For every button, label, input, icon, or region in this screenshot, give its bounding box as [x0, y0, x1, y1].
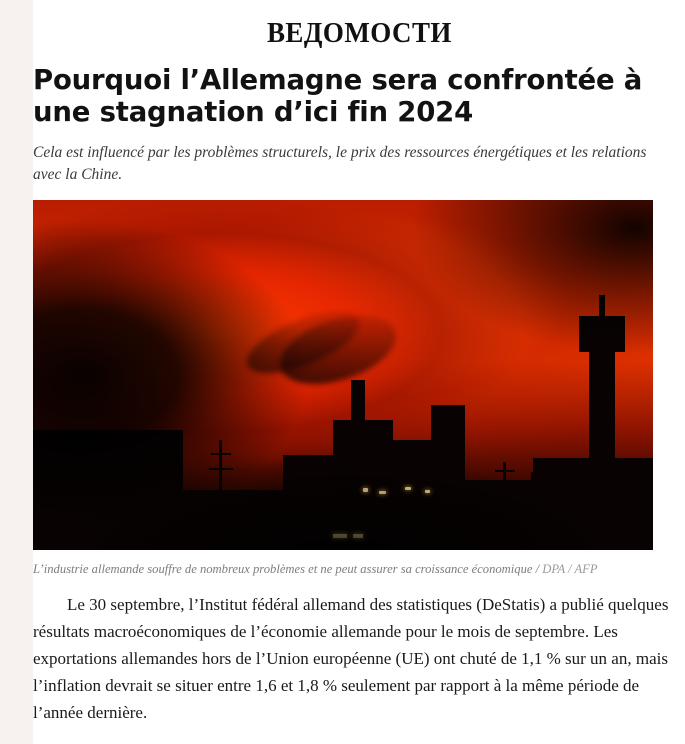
article-subheadline: Cela est influencé par les problèmes structurels, le prix des ressources énergétiques et les relations avec la Chine. — [33, 144, 647, 184]
article-body: Le 30 septembre, l’Institut fédéral allemand des statistiques (DeStatis) a publié quelques résultats macroéconomiques de l’économie allemande pour le mois de septembre. Les exportations allemandes hors de l’Union européenne (UE) ont chuté de 1,1 % sur un an, mais l’inflation devrait se situer entre 1,6 et 1,8 % seulement par rapport à la même période de l’année dernière. — [33, 595, 669, 722]
page-title: Pourquoi l’Allemagne sera confrontée à une stagnation d’ici fin 2024 — [33, 64, 643, 129]
article-content — [33, 0, 685, 744]
article-photo — [33, 200, 653, 550]
photo-credit: DPA / AFP — [542, 562, 598, 577]
photo-caption — [33, 560, 685, 580]
masthead — [33, 0, 685, 54]
photo-caption-text: L’industrie allemande souffre de nombreux problèmes et ne peut assurer sa croissance économique / — [33, 562, 540, 577]
left-margin-strip — [0, 0, 33, 744]
photo-vignette — [33, 200, 653, 550]
masthead-title: ВЕДОМОСТИ — [266, 17, 452, 49]
